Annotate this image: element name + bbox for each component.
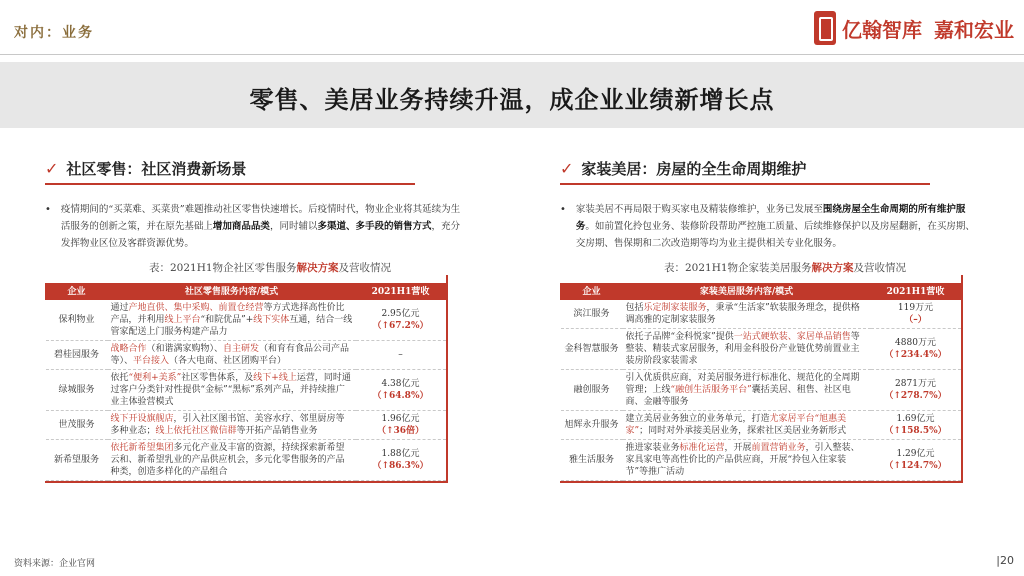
- revenue-cell: [871, 329, 961, 370]
- page-headline: 零售、美居业务持续升温，成企业业绩新增长点: [249, 85, 775, 114]
- home-table-caption: [560, 260, 1010, 275]
- company-cell: 世茂服务: [46, 411, 108, 440]
- revenue-value: 4.38亿元: [381, 379, 420, 389]
- desc-highlight: 标准化运营: [679, 443, 725, 453]
- revenue-cell: [356, 300, 446, 341]
- desc-highlight: 线下开设旗舰店: [110, 414, 174, 424]
- description-cell: [108, 300, 356, 341]
- revenue-growth: （↑67.2%）: [372, 321, 429, 331]
- bullet-segment: 家装美居不再局限于购买家电及精装修维护，业务已发展至: [575, 204, 823, 215]
- home-bullet: [560, 201, 1010, 252]
- table-header-company: 企业: [561, 284, 623, 300]
- caption-highlight: 解决方案: [296, 262, 339, 274]
- revenue-value: 1.29亿元: [896, 449, 935, 459]
- desc-segment: 引入优质供应商，对美居服务进行标准化、规范化的全周期管理；上线: [625, 373, 860, 395]
- top-divider: [0, 54, 1024, 55]
- revenue-cell: [871, 411, 961, 440]
- desc-segment: 推进家装业务: [625, 443, 680, 453]
- desc-segment: 等方式选择高性价比产品，并利用: [110, 303, 345, 325]
- desc-segment: 囊括美居、租售、社区电商、金融等服务: [625, 385, 851, 407]
- desc-highlight: “便利+美系”: [128, 373, 182, 383]
- retail-table-frame: [45, 275, 448, 483]
- jiahe-logo-text: 嘉和宏业: [934, 17, 1014, 42]
- retail-column: [45, 155, 495, 487]
- bullet-dot-icon: •: [560, 204, 566, 215]
- revenue-cell: [871, 300, 961, 329]
- company-cell: 融创服务: [561, 370, 623, 411]
- desc-segment: 等整装、精装式家居服务，利用金科股份产业链优势前置业主装房阶段家装需求: [625, 332, 860, 366]
- desc-segment: 社区零售体系，及: [181, 373, 254, 383]
- desc-segment: （和谐满家购物）、: [146, 344, 224, 354]
- desc-segment: 等开拓产品销售业务: [236, 426, 318, 436]
- home-title-text: 家装美居：房屋的全生命周期维护: [581, 159, 807, 178]
- yihan-logo-icon: [814, 11, 836, 45]
- bullet-segment: 。如前置化拎包业务、装修阶段帮助严控施工质量、后续维修保护以及房屋翻新，在买房期、交房期、售保期和二次改造期等均为业主提供相关专业化服务。: [575, 221, 975, 249]
- revenue-value: –: [398, 350, 403, 360]
- bullet-highlight: 围绕房屋全生命周期的所有维护服务: [575, 204, 966, 232]
- revenue-growth: （–）: [904, 315, 927, 325]
- desc-segment: （和育有食品公司产品等）、: [110, 344, 350, 366]
- desc-segment: （各大电商、社区团购平台）: [169, 356, 287, 366]
- caption-pre: 表：2021H1物企家装美居服务: [663, 262, 812, 274]
- desc-segment: 建立美居业务独立的业务单元，打造: [625, 414, 770, 424]
- revenue-cell: [356, 440, 446, 481]
- source-note: 资料来源：企业官网: [14, 559, 96, 569]
- description-cell: [108, 440, 356, 481]
- desc-segment: ，开展: [724, 443, 752, 453]
- desc-segment: 多元化产业及丰富的资源，持续探索新希望云和、新希望乳业的产品供应机会，多元化零售服务的产品种类，创造多样化的产品组合: [110, 443, 345, 477]
- desc-segment: 依托: [110, 373, 129, 383]
- table-row: [561, 329, 961, 370]
- caption-post: 及营收情况: [338, 262, 392, 274]
- retail-bullet-text: [61, 201, 461, 252]
- checkmark-icon: ✓: [560, 158, 574, 178]
- table-row: [46, 300, 446, 341]
- retail-table: [45, 283, 446, 481]
- description-cell: [623, 411, 871, 440]
- caption-pre: 表：2021H1物企社区零售服务: [148, 262, 297, 274]
- desc-highlight: 线上依托社区微信群: [155, 426, 237, 436]
- checkmark-icon: ✓: [45, 158, 59, 178]
- company-cell: 旭辉永升服务: [561, 411, 623, 440]
- revenue-value: 2871万元: [895, 379, 936, 389]
- table-header-revenue: 2021H1营收: [871, 284, 961, 300]
- revenue-cell: [356, 411, 446, 440]
- desc-highlight: 依托新希望集团: [110, 443, 174, 453]
- table-header-desc: 家装美居服务内容/模式: [623, 284, 871, 300]
- desc-segment: 互通，结合一线管家配送上门服务构建产品力: [110, 315, 353, 337]
- desc-segment: ，引入整装、家具家电等高性价比的产品供应商，开展“拎包入住家装节”等推广活动: [625, 443, 860, 477]
- table-row: [46, 440, 446, 481]
- revenue-growth: （↑64.8%）: [372, 391, 429, 401]
- description-cell: [623, 370, 871, 411]
- page-number: |20: [996, 554, 1014, 567]
- description-cell: [623, 329, 871, 370]
- desc-segment: ，引入社区图书馆、美容水疗、邻里厨房等多种业态；: [110, 414, 345, 436]
- home-table: [560, 283, 961, 481]
- revenue-cell: [871, 440, 961, 481]
- desc-highlight: 产地直供、集中采购、前置仓经营: [128, 303, 264, 313]
- retail-bullet: [45, 201, 495, 252]
- description-cell: [623, 440, 871, 481]
- company-cell: 绿城服务: [46, 370, 108, 411]
- desc-segment: 通过: [110, 303, 129, 313]
- retail-title-underline: [45, 183, 415, 185]
- home-bullet-text: [576, 201, 976, 252]
- table-row: [46, 370, 446, 411]
- desc-segment: 依托子品牌“金科悦家”提供: [625, 332, 734, 342]
- revenue-growth: （↑86.3%）: [372, 461, 429, 471]
- desc-highlight: 自主研发: [223, 344, 260, 354]
- desc-segment: ；同时对外承接美居业务，探索社区美居业务新形式: [639, 426, 847, 436]
- bullet-segment: ，同时辅以: [269, 221, 318, 232]
- company-cell: 金科智慧服务: [561, 329, 623, 370]
- bullet-dot-icon: •: [45, 204, 51, 215]
- section-tag: 对内：业务: [14, 25, 94, 41]
- desc-highlight: 战略合作: [110, 344, 147, 354]
- retail-title-text: 社区零售：社区消费新场景: [66, 159, 247, 178]
- revenue-growth: （↑36倍）: [376, 426, 425, 436]
- company-cell: 碧桂园服务: [46, 341, 108, 370]
- revenue-value: 119万元: [897, 303, 934, 313]
- revenue-value: 1.96亿元: [381, 414, 420, 424]
- table-row: [46, 341, 446, 370]
- company-cell: 滨江服务: [561, 300, 623, 329]
- desc-highlight: 乐定制家装服务: [643, 303, 707, 313]
- table-header-revenue: 2021H1营收: [356, 284, 446, 300]
- revenue-value: 1.69亿元: [896, 414, 935, 424]
- table-row: [561, 411, 961, 440]
- table-row: [561, 300, 961, 329]
- revenue-cell: [356, 370, 446, 411]
- retail-title: [45, 155, 495, 181]
- company-cell: 新希望服务: [46, 440, 108, 481]
- desc-highlight: 线上平台: [164, 315, 201, 325]
- desc-highlight: 线下实体: [253, 315, 290, 325]
- desc-segment: ，秉承“生活家”软装服务理念，提供格调高雅的定制家装服务: [625, 303, 860, 325]
- table-row: [561, 370, 961, 411]
- home-title: [560, 155, 1010, 181]
- retail-table-caption: [45, 260, 495, 275]
- company-cell: 雅生活服务: [561, 440, 623, 481]
- desc-segment: 运营，同时通过客户分类针对性提供“金标”“黑标”系列产品，并持续推广业主体验营模式: [110, 373, 351, 407]
- revenue-growth: （↑124.7%）: [884, 461, 947, 471]
- description-cell: [623, 300, 871, 329]
- home-column: [560, 155, 1010, 487]
- desc-highlight: 平台接入: [133, 356, 170, 366]
- description-cell: [108, 411, 356, 440]
- top-bar: [0, 0, 1024, 55]
- desc-highlight: 一站式硬软装、家居单品销售: [733, 332, 851, 342]
- logo-group: [814, 8, 1014, 48]
- desc-highlight: 前置营销业务: [751, 443, 806, 453]
- yihan-logo-text: 亿翰智库: [842, 17, 922, 42]
- desc-highlight: 尤家居平台“旭惠美家”: [625, 414, 847, 436]
- desc-highlight: 线下+线上: [253, 373, 297, 383]
- bullet-highlight: 多渠道、多手段的销售方式: [317, 221, 432, 232]
- bullet-highlight: 增加商品品类: [212, 221, 270, 232]
- table-row: [46, 411, 446, 440]
- bullet-segment: ，充分发挥物业区位及客群资源优势。: [60, 221, 460, 249]
- description-cell: [108, 370, 356, 411]
- description-cell: [108, 341, 356, 370]
- table-header-desc: 社区零售服务内容/模式: [108, 284, 356, 300]
- revenue-growth: （↑158.5%）: [884, 426, 947, 436]
- revenue-growth: （↑234.4%）: [884, 350, 947, 360]
- table-header-company: 企业: [46, 284, 108, 300]
- desc-segment: “和院优品”+: [200, 315, 254, 325]
- revenue-value: 1.88亿元: [381, 449, 420, 459]
- revenue-cell: [356, 341, 446, 370]
- revenue-value: 2.95亿元: [381, 309, 420, 319]
- bullet-segment: 疫情期间的“买菜难、买菜贵”难题推动社区零售快速增长。后疫情时代，物业企业将其延续为生活服务的创新之策，并在原先基础上: [60, 204, 461, 232]
- home-table-frame: [560, 275, 963, 483]
- desc-highlight: “融创生活服务平台”: [670, 385, 752, 395]
- company-cell: 保利物业: [46, 300, 108, 341]
- revenue-growth: （↑278.7%）: [884, 391, 947, 401]
- table-row: [561, 440, 961, 481]
- caption-post: 及营收情况: [853, 262, 907, 274]
- revenue-value: 4880万元: [895, 338, 936, 348]
- revenue-cell: [871, 370, 961, 411]
- home-title-underline: [560, 183, 930, 185]
- caption-highlight: 解决方案: [811, 262, 854, 274]
- desc-segment: 包括: [625, 303, 644, 313]
